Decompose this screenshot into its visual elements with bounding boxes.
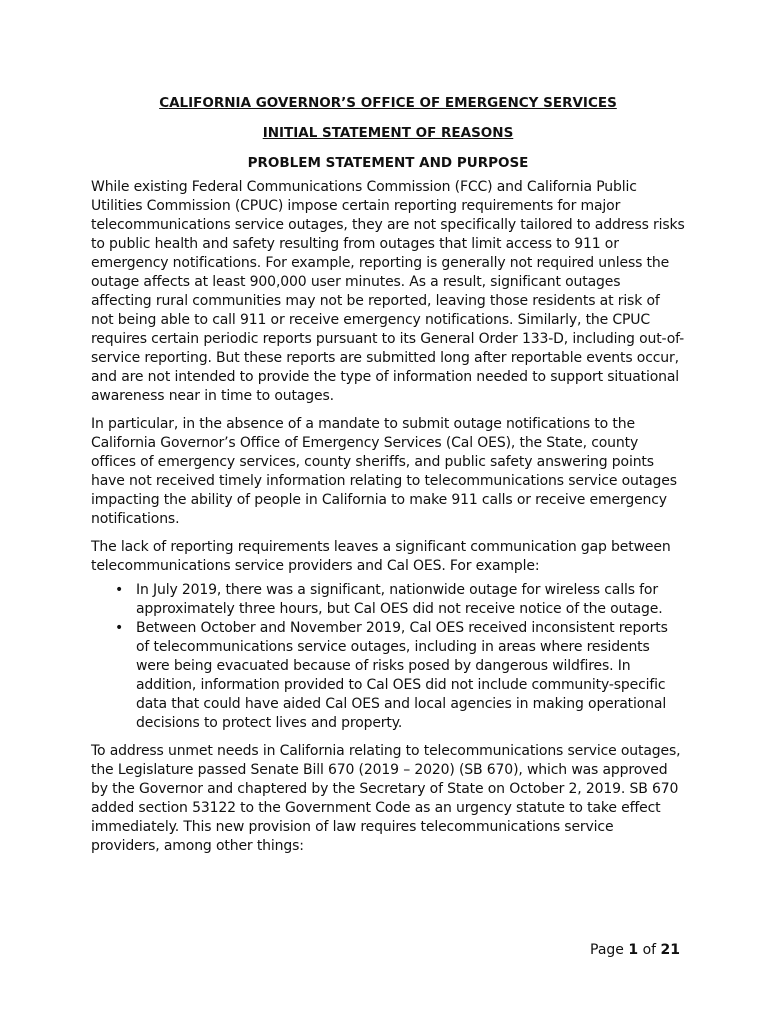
paragraph: While existing Federal Communications Commission (FCC) and California Public Utilities Commission (CPUC) impose certain reporting requirements for major telecommunications service outages, they are not specifically tailored to address risks to public health and safety resulting from outages that limit access to 911 or emergency notifications. For example, reporting is generally not required unless the outage affects at least 900,000 user minutes. As a result, significant outages affecting rural communities may not be reported, leaving those residents at risk of not being able to call 911 or receive emergency notifications. Similarly, the CPUC requires certain periodic reports pursuant to its General Order 133-D, including out-of-service reporting. But these reports are submitted long after reportable events occur, and are not intended to provide the type of information needed to support situational awareness near in time to outages. <box>91 179 685 404</box>
bullet-item <box>91 581 685 619</box>
bullet-icon: • <box>115 620 124 636</box>
page-label: Page <box>590 942 624 958</box>
bullet-list <box>91 581 685 733</box>
closing-paragraph: To address unmet needs in California relating to telecommunications service outages, the Legislature passed Senate Bill 670 (2019 – 2020) (SB 670), which was approved by the Governor and chaptered by the Secretary of State on October 2, 2019. SB 670 added section 53122 to the Government Code as an urgency statute to take effect immediately. This new provision of law requires telecommunications service providers, among other things: <box>91 743 681 854</box>
page-footer <box>590 941 680 960</box>
paragraph: In particular, in the absence of a mandate to submit outage notifications to the California Governor’s Office of Emergency Services (Cal OES), the State, county offices of emergency services, county sheriffs, and public safety answering points have not received timely information relating to telecommunications service outages impacting the ability of people in California to make 911 calls or receive emergency notifications. <box>91 416 677 527</box>
paragraph: The lack of reporting requirements leaves a significant communication gap between telecommunications service providers and Cal OES. For example: <box>91 539 671 574</box>
document-title: CALIFORNIA GOVERNOR’S OFFICE OF EMERGENCY SERVICES <box>159 95 617 111</box>
of-label: of <box>642 942 657 958</box>
document-subtitle: INITIAL STATEMENT OF REASONS <box>262 125 514 141</box>
section-heading: PROBLEM STATEMENT AND PURPOSE <box>247 155 529 171</box>
bullet-text: In July 2019, there was a significant, nationwide outage for wireless calls for approximately three hours, but Cal OES did not receive notice of the outage. <box>136 582 663 617</box>
bullet-icon: • <box>115 582 124 598</box>
document-body <box>91 94 685 865</box>
page-number: 1 <box>628 942 639 958</box>
page-total: 21 <box>660 942 680 958</box>
bullet-text: Between October and November 2019, Cal OES received inconsistent reports of telecommunications service outages, including in areas where residents were being evacuated because of risks posed by dangerous wildfires. In addition, information provided to Cal OES did not include community-specific data that could have aided Cal OES and local agencies in making operational decisions to protect lives and property. <box>136 620 668 731</box>
bullet-item <box>91 619 685 733</box>
